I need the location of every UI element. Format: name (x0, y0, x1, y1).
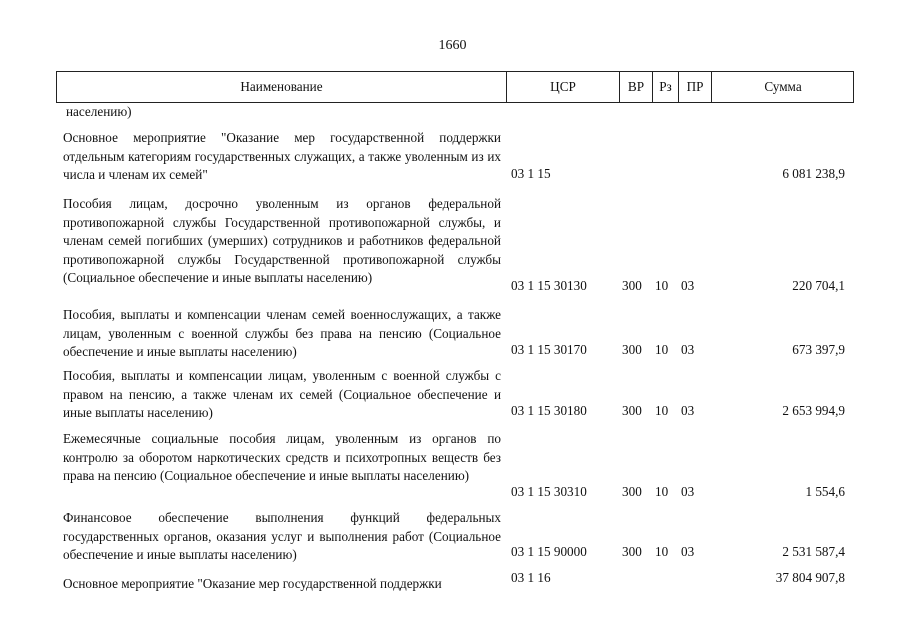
row-csr: 03 1 15 30180 (511, 403, 587, 418)
row-name: Основное мероприятие "Оказание мер государственной поддержки отдельным категориям государственных служащих, а также уволенным из их числа и членам их семей" (63, 130, 501, 183)
row-rz: 10 (655, 278, 669, 293)
row-sum: 6 081 238,9 (782, 166, 845, 181)
row-csr: 03 1 15 90000 (511, 544, 587, 559)
row-sum: 2 531 587,4 (782, 544, 845, 559)
row-sum: 2 653 994,9 (782, 403, 845, 418)
row-rz: 10 (655, 484, 669, 499)
row-vr: 300 (622, 342, 642, 357)
row-name: Пособия, выплаты и компенсации членам семей военнослужащих, а также лицам, уволенным с военной службы без права на пенсию (Социальное обеспечение и иные выплаты населению) (63, 307, 501, 360)
row-sum: 1 554,6 (805, 484, 845, 499)
row-csr: 03 1 15 (511, 166, 551, 181)
row-csr: 03 1 15 30310 (511, 484, 587, 499)
row-vr: 300 (622, 278, 642, 293)
row-name: Основное мероприятие "Оказание мер государственной поддержки (63, 576, 442, 591)
row-sum: 37 804 907,8 (775, 570, 845, 585)
header-vr: ВР (619, 72, 652, 102)
row-pr: 03 (681, 278, 695, 293)
row-pr: 03 (681, 403, 695, 418)
row-rz: 10 (655, 342, 669, 357)
row-name: Ежемесячные социальные пособия лицам, уволенным из органов по контролю за оборотом наркотических средств и психотропных веществ без права на пенсию (Социальное обеспечение и иные выплаты населению) (63, 431, 501, 484)
row-csr: 03 1 15 30170 (511, 342, 587, 357)
row-sum: 220 704,1 (792, 278, 845, 293)
header-name: Наименование (240, 79, 323, 94)
header-pr: ПР (678, 72, 711, 102)
table-header (56, 71, 854, 103)
row-vr: 300 (622, 403, 642, 418)
row-name: Пособия лицам, досрочно уволенным из органов федеральной противопожарной службы Государственной противопожарной службы, и членам семей погибших (умерших) сотрудников и работников федеральной противопожарной службы Государственной противопожарной службы (Социальное обеспечение и иные выплаты населению) (63, 196, 501, 286)
row-pr: 03 (681, 484, 695, 499)
row-rz: 10 (655, 544, 669, 559)
row-csr: 03 1 15 30130 (511, 278, 587, 293)
row-name: Пособия, выплаты и компенсации лицам, уволенным с военной службы с правом на пенсию, а также членам их семей (Социальное обеспечение и иные выплаты населению) (63, 368, 501, 421)
row-name: Финансовое обеспечение выполнения функций федеральных государственных органов, оказания услуг и выполнения работ (Социальное обеспечение и иные выплаты населению) (63, 510, 501, 563)
page-number: 1660 (438, 38, 467, 53)
row-csr: 03 1 16 (511, 570, 551, 585)
header-csr: ЦСР (506, 72, 619, 102)
row-vr: 300 (622, 484, 642, 499)
row-sum: 673 397,9 (792, 342, 845, 357)
header-sum: Сумма (711, 72, 854, 102)
header-rz: Рз (652, 72, 678, 102)
row-name: населению) (66, 104, 132, 119)
row-vr: 300 (622, 544, 642, 559)
row-pr: 03 (681, 544, 695, 559)
row-pr: 03 (681, 342, 695, 357)
row-rz: 10 (655, 403, 669, 418)
